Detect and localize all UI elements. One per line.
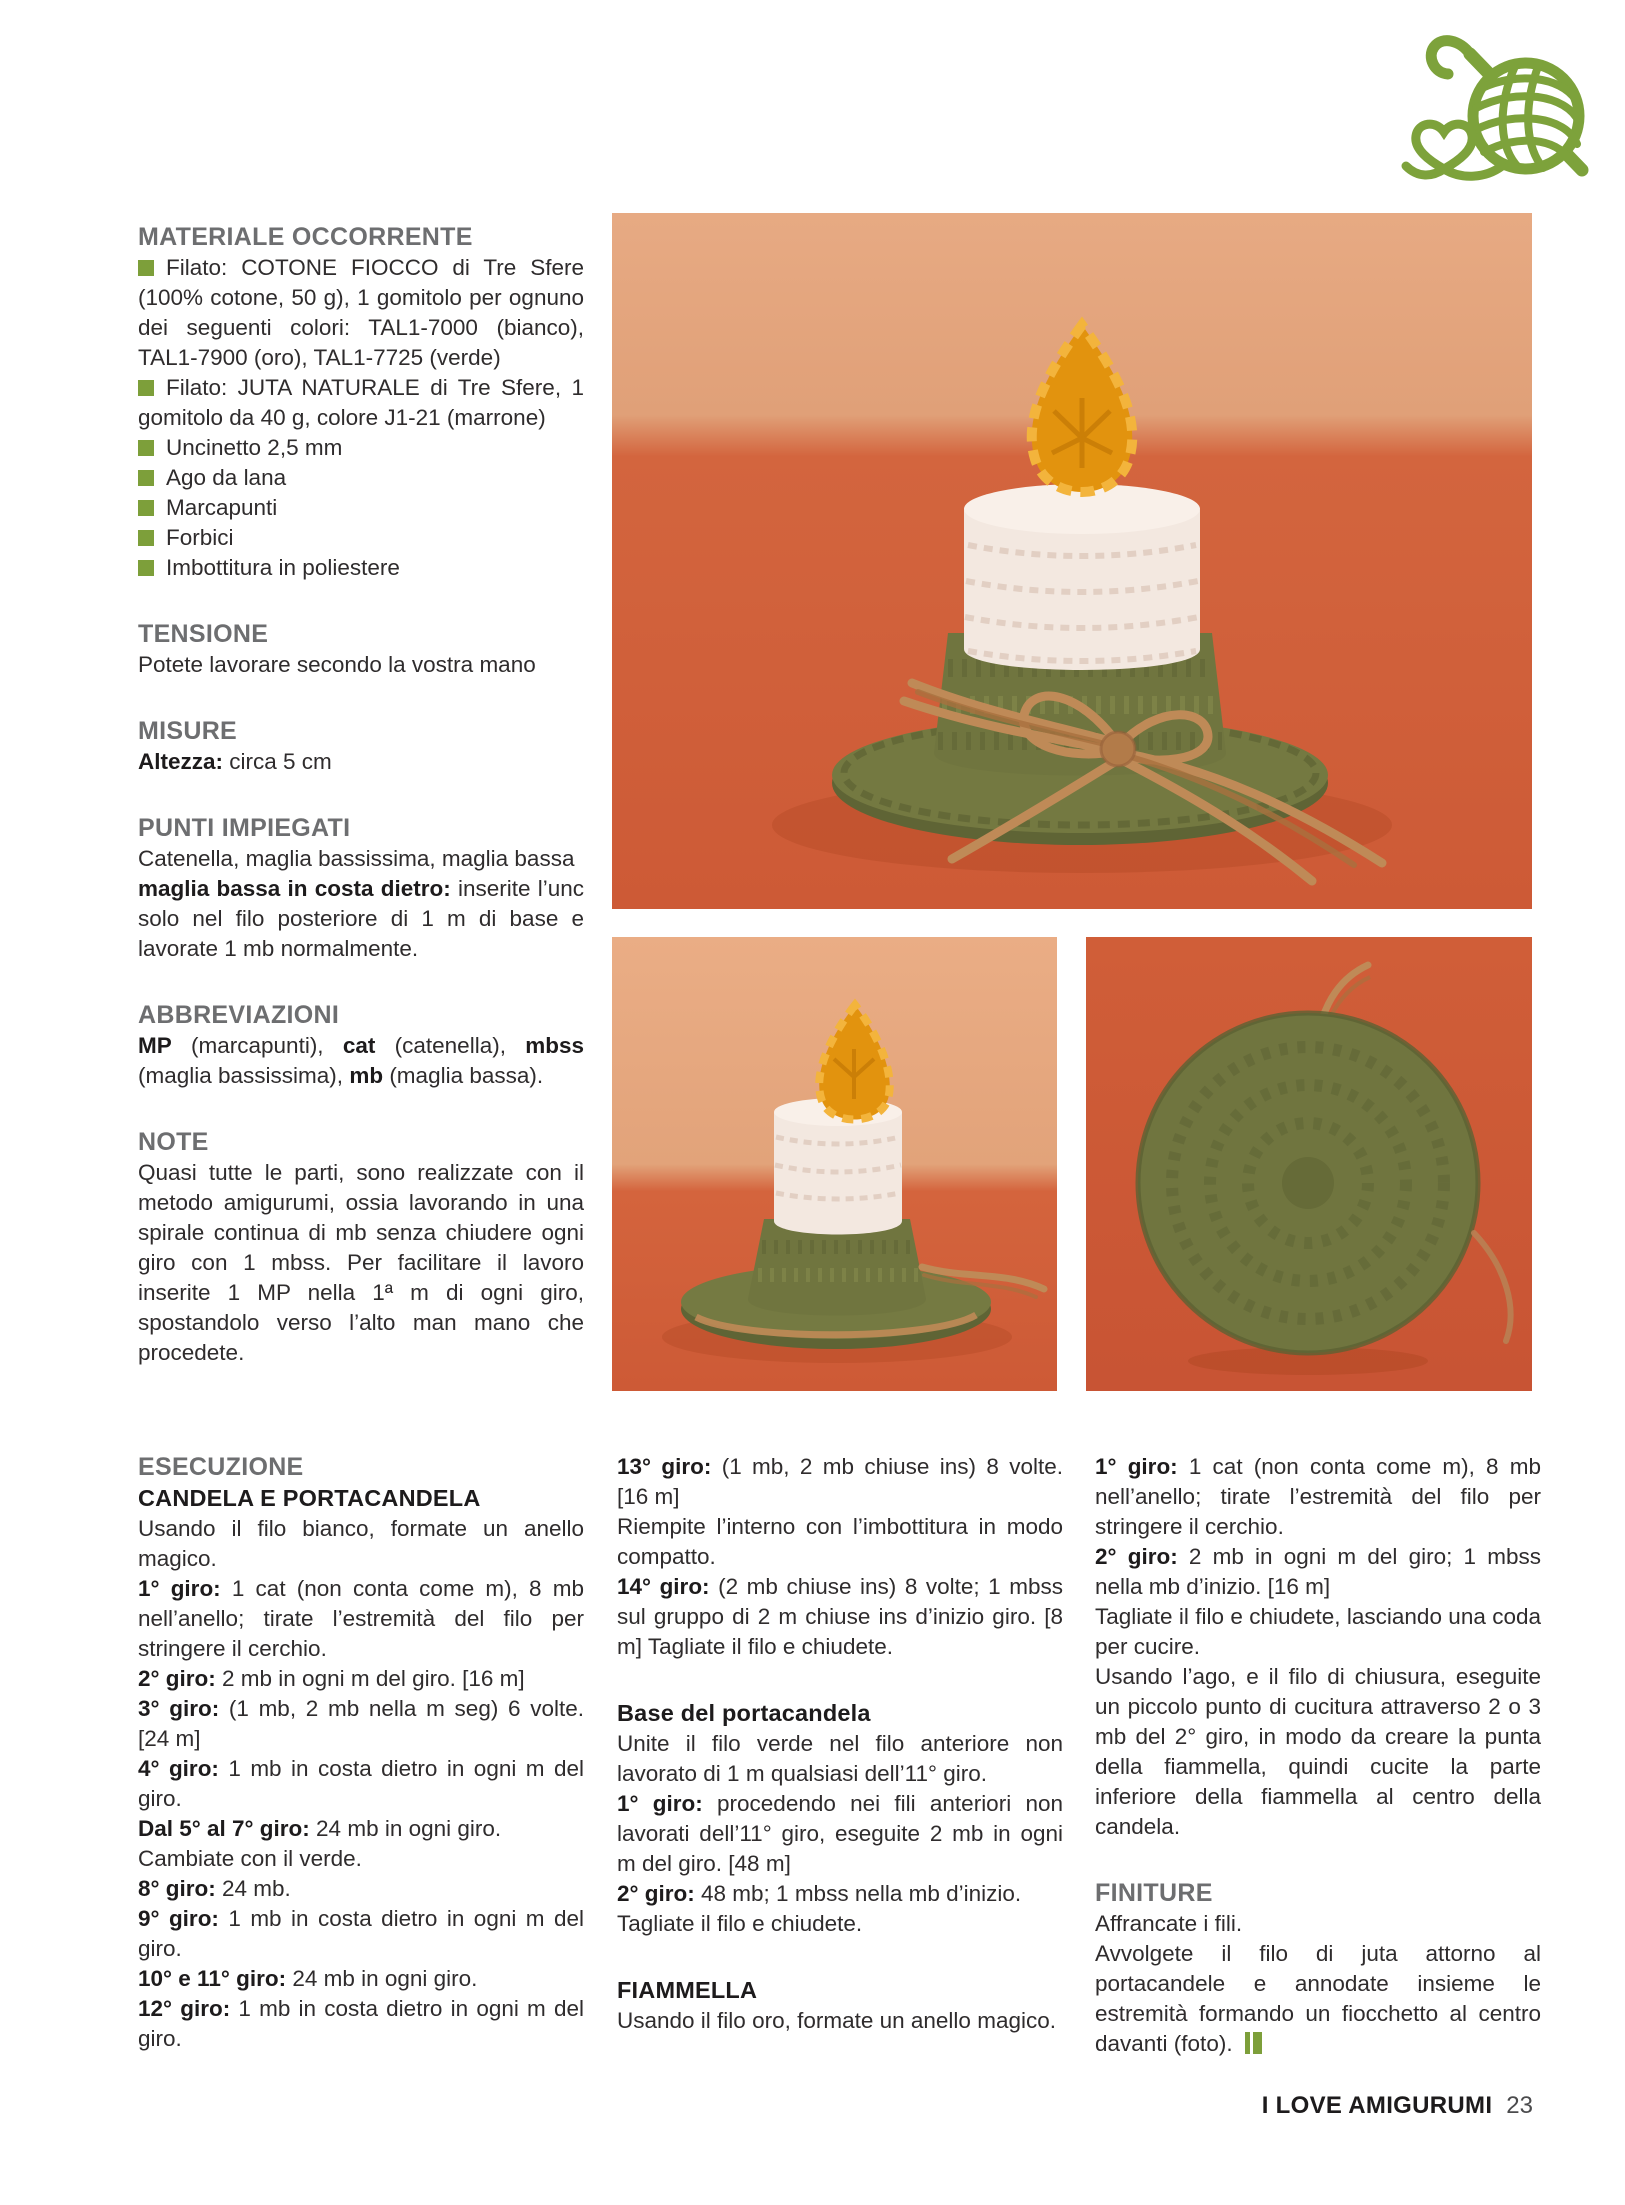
candle-front-illustration <box>612 213 1532 909</box>
bold-text-run: 10° e 11° giro: <box>138 1966 287 1991</box>
text-run: 1 mb in costa dietro in ogni m del giro. <box>138 1906 584 1961</box>
paragraph <box>138 1754 584 1814</box>
bullet-item <box>138 253 584 373</box>
text-run: (1 mb, 2 mb nella m seg) 6 volte. [24 m] <box>138 1696 584 1751</box>
text-run: (2 mb chiuse ins) 8 volte; 1 mbss sul gruppo di 2 m chiuse ins d’inizio giro. [8 m] Tagliate il filo e chiudete. <box>617 1574 1063 1659</box>
text-run: 48 mb; 1 mbss nella mb d’inizio. <box>694 1881 1022 1906</box>
photo-holder-base <box>1086 937 1532 1391</box>
left-column <box>138 222 584 1368</box>
text-run: Forbici <box>166 525 234 550</box>
paragraph <box>138 1874 584 1904</box>
section-heading <box>138 716 584 747</box>
section-heading <box>1095 1878 1541 1909</box>
text-run: 2 mb in ogni m del giro; 1 mbss nella mb d’inizio. [16 m] <box>1095 1544 1541 1599</box>
bold-text-run: 4° giro: <box>138 1756 219 1781</box>
text-run: 1 cat (non conta come m), 8 mb nell’anello; tirate l’estremità del filo per stringere il cerchio. <box>138 1576 584 1661</box>
text-run: Ago da lana <box>166 465 287 490</box>
bullet-item <box>138 433 584 463</box>
text-run: Filato: COTONE FIOCCO di Tre Sfere (100% cotone, 50 g), 1 gomitolo per ognuno dei seguenti colori: TAL1-7000 (bianco), TAL1-7900 (oro), TAL1-7725 (verde) <box>138 255 584 370</box>
text-run: 1 cat (non conta come m), 8 mb nell’anello; tirate l’estremità del filo per stringere il cerchio. <box>1095 1454 1541 1539</box>
paragraph <box>138 1031 584 1091</box>
bold-text-run: Dal 5° al 7° giro: <box>138 1816 310 1841</box>
paragraph <box>138 1514 584 1574</box>
bold-text-run: 13° giro: <box>617 1454 712 1479</box>
bold-text-run: 9° giro: <box>138 1906 219 1931</box>
text-run: MATERIALE OCCORRENTE <box>138 223 473 251</box>
text-run: Filato: JUTA NATURALE di Tre Sfere, 1 gomitolo da 40 g, colore J1-21 (marrone) <box>138 375 584 430</box>
text-run: (1 mb, 2 mb chiuse ins) 8 volte. [16 m] <box>617 1454 1063 1509</box>
article-end-icon <box>1242 2029 1262 2059</box>
section-heading <box>138 1127 584 1158</box>
text-run: ESECUZIONE <box>138 1453 304 1481</box>
bold-text-run: Altezza: <box>138 749 224 774</box>
bold-text-run: maglia bassa in costa dietro: <box>138 876 451 901</box>
text-run: 24 mb in ogni giro. <box>309 1816 502 1841</box>
text-run: Tagliate il filo e chiudete, lasciando una coda per cucire. <box>1095 1604 1541 1659</box>
holder-base-illustration <box>1086 937 1532 1391</box>
text-run: Marcapunti <box>166 495 278 520</box>
paragraph <box>138 1964 584 1994</box>
text-run: Base del portacandela <box>617 1700 871 1726</box>
paragraph <box>617 1729 1063 1789</box>
text-run: (catenella), <box>375 1033 526 1058</box>
paragraph <box>138 1994 584 2054</box>
paragraph <box>1095 1602 1541 1662</box>
text-run: Riempite l’interno con l’imbottitura in modo compatto. <box>617 1514 1063 1569</box>
text-run: 1 mb in costa dietro in ogni m del giro. <box>138 1756 584 1811</box>
bullet-item <box>138 493 584 523</box>
text-run: Imbottitura in poliestere <box>166 555 400 580</box>
bold-text-run: 2° giro: <box>1095 1544 1178 1569</box>
text-run: Quasi tutte le parti, sono realizzate con il metodo amigurumi, ossia lavorando in una spirale continua di mb senza chiudere ogni giro con 1 mbss. Per facilitare il lavoro inserite 1 MP nella 1ª m di ogni giro, spostandolo verso l’alto man mano che procedete. <box>138 1160 584 1365</box>
text-run: Affrancate i fili. <box>1095 1911 1243 1936</box>
paragraph <box>138 650 584 680</box>
text-run: 1 mb in costa dietro in ogni m del giro. <box>138 1996 584 2051</box>
paragraph <box>617 1909 1063 1939</box>
text-run: circa 5 cm <box>223 749 332 774</box>
text-run: Cambiate con il verde. <box>138 1846 362 1871</box>
bullet-item <box>138 373 584 433</box>
bold-text-run: mb <box>349 1063 384 1088</box>
photo-candle-side <box>612 937 1057 1391</box>
paragraph <box>1095 1452 1541 1542</box>
paragraph <box>138 1904 584 1964</box>
text-run: Usando il filo oro, formate un anello magico. <box>617 2008 1056 2033</box>
bullet-square-icon <box>138 260 154 276</box>
magazine-title: I LOVE AMIGURUMI <box>1261 2092 1493 2119</box>
paragraph <box>138 1574 584 1664</box>
sub-heading <box>617 1975 1063 2006</box>
section-heading <box>138 1000 584 1031</box>
text-run: Potete lavorare secondo la vostra mano <box>138 652 536 677</box>
bold-text-run: 2° giro: <box>617 1881 695 1906</box>
bullet-square-icon <box>138 470 154 486</box>
text-run: Usando il filo bianco, formate un anello magico. <box>138 1516 584 1571</box>
bullet-square-icon <box>138 380 154 396</box>
text-run: CANDELA E PORTACANDELA <box>138 1485 481 1511</box>
paragraph <box>138 844 584 874</box>
text-run: (marcapunti), <box>171 1033 343 1058</box>
bullet-item <box>138 463 584 493</box>
text-run: procedendo nei fili anteriori non lavorati dell’11° giro, eseguite 2 mb in ogni m del giro. [48 m] <box>617 1791 1063 1876</box>
bullet-square-icon <box>138 440 154 456</box>
section-heading <box>138 619 584 650</box>
bullet-item <box>138 523 584 553</box>
text-run: PUNTI IMPIEGATI <box>138 814 351 842</box>
text-run: (maglia bassissima), <box>138 1063 350 1088</box>
instructions-column-2 <box>617 1452 1063 2036</box>
paragraph <box>138 747 584 777</box>
text-run: FINITURE <box>1095 1879 1213 1907</box>
bold-text-run: 2° giro: <box>138 1666 216 1691</box>
text-run: (maglia bassa). <box>383 1063 544 1088</box>
bullet-square-icon <box>138 530 154 546</box>
bold-text-run: mbss <box>525 1033 585 1058</box>
bullet-item <box>138 553 584 583</box>
text-run: ABBREVIAZIONI <box>138 1001 340 1029</box>
section-heading <box>138 1452 584 1483</box>
page-footer <box>0 2092 1533 2120</box>
paragraph <box>1095 1662 1541 1842</box>
paragraph <box>617 1512 1063 1572</box>
text-run: Tagliate il filo e chiudete. <box>617 1911 863 1936</box>
photo-candle-front <box>612 213 1532 909</box>
bold-text-run: 1° giro: <box>617 1791 703 1816</box>
paragraph <box>138 874 584 964</box>
sub-heading <box>617 1698 1063 1729</box>
paragraph <box>1095 1939 1541 2059</box>
text-run: Avvolgete il filo di juta attorno al portacandele e annodate insieme le estremità formando un fiocchetto al centro davanti (foto). <box>1095 1941 1541 2056</box>
text-run: inserite l’unc solo nel filo posteriore di 1 m di base e lavorate 1 mb normalmente. <box>138 876 584 961</box>
text-run: Catenella, maglia bassissima, maglia bassa <box>138 846 575 871</box>
text-run: 2 mb in ogni m del giro. [16 m] <box>215 1666 525 1691</box>
magazine-logo <box>1398 28 1598 193</box>
text-run: 24 mb. <box>215 1876 291 1901</box>
text-run: NOTE <box>138 1128 209 1156</box>
paragraph <box>138 1694 584 1754</box>
text-run: Uncinetto 2,5 mm <box>166 435 343 460</box>
paragraph <box>617 1789 1063 1879</box>
paragraph <box>1095 1542 1541 1602</box>
paragraph <box>617 1572 1063 1662</box>
bold-text-run: 1° giro: <box>138 1576 221 1601</box>
yarn-ball-heart-hook-icon <box>1398 28 1598 193</box>
bold-text-run: MP <box>138 1033 172 1058</box>
instructions-column-1 <box>138 1452 584 2054</box>
section-heading <box>138 813 584 844</box>
bullet-square-icon <box>138 560 154 576</box>
paragraph <box>138 1844 584 1874</box>
paragraph <box>1095 1909 1541 1939</box>
paragraph <box>617 1879 1063 1909</box>
text-run: TENSIONE <box>138 620 269 648</box>
paragraph <box>617 1452 1063 1512</box>
instructions-column-3 <box>1095 1452 1541 2059</box>
bold-text-run: 8° giro: <box>138 1876 216 1901</box>
candle-side-illustration <box>612 937 1057 1391</box>
page-number: 23 <box>1506 2092 1533 2119</box>
bold-text-run: 14° giro: <box>617 1574 710 1599</box>
paragraph <box>138 1814 584 1844</box>
text-run: 24 mb in ogni giro. <box>286 1966 478 1991</box>
paragraph <box>617 2006 1063 2036</box>
bold-text-run: 1° giro: <box>1095 1454 1178 1479</box>
sub-heading <box>138 1483 584 1514</box>
text-run: FIAMMELLA <box>617 1977 758 2003</box>
text-run: Usando l’ago, e il filo di chiusura, eseguite un piccolo punto di cucitura attraverso 2 o 3 mb del 2° giro, in modo da creare la punta della fiammella, quindi cucite la parte inferiore della fiammella al centro della candela. <box>1095 1664 1541 1839</box>
bold-text-run: 12° giro: <box>138 1996 231 2021</box>
section-heading <box>138 222 584 253</box>
text-run: Unite il filo verde nel filo anteriore non lavorato di 1 m qualsiasi dell’11° giro. <box>617 1731 1063 1786</box>
paragraph <box>138 1664 584 1694</box>
bold-text-run: 3° giro: <box>138 1696 220 1721</box>
bold-text-run: cat <box>342 1033 376 1058</box>
bullet-square-icon <box>138 500 154 516</box>
text-run: MISURE <box>138 717 238 745</box>
paragraph <box>138 1158 584 1368</box>
